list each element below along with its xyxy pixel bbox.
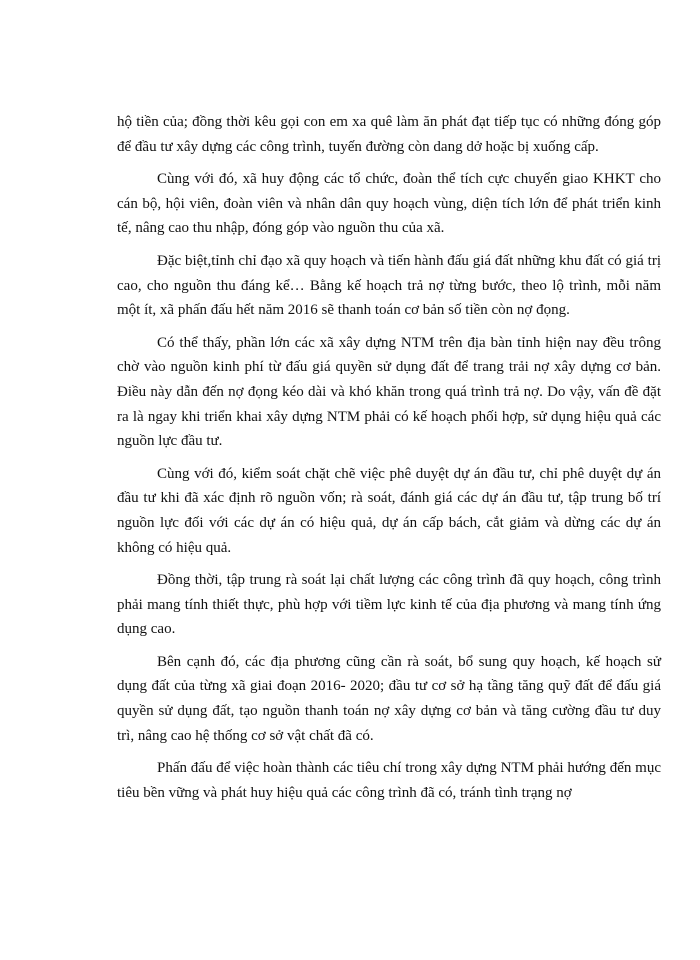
paragraph-continuation: hộ tiền của; đồng thời kêu gọi con em xa quê làm ăn phát đạt tiếp tục có những đóng góp để đầu tư xây dựng các công trình, tuyến đường còn dang dở hoặc bị xuống cấp. [117, 114, 661, 155]
paragraph-sustainability: Phấn đấu để việc hoàn thành các tiêu chí trong xây dựng NTM phải hướng đến mục tiêu bền vững và phát huy hiệu quả các công trình đã có, tránh tình trạng nợ [117, 760, 661, 801]
paragraph-land-auction: Đặc biệt,tỉnh chỉ đạo xã quy hoạch và tiến hành đấu giá đất những khu đất có giá trị cao, cho nguồn thu đáng kể… Bằng kế hoạch trả nợ từng bước, theo lộ trình, mỗi năm một ít, xã phấn đấu hết năm 2016 sẽ thanh toán cơ bản số tiền còn nợ đọng. [117, 252, 661, 319]
paragraph-funding-dependence: Có thể thấy, phần lớn các xã xây dựng NTM trên địa bàn tỉnh hiện nay đều trông chờ vào nguồn kinh phí từ đấu giá quyền sử dụng đất để trang trải nợ xây dựng cơ bản. Điều này dẫn đến nợ đọng kéo dài và khó khăn trong quá trình trả nợ. Do vậy, vấn đề đặt ra là ngay khi triển khai xây dựng NTM phải có kế hoạch phối hợp, sử dụng hiệu quả các nguồn lực đầu tư. [117, 334, 661, 450]
paragraph-investment-control: Cùng với đó, kiểm soát chặt chẽ việc phê duyệt dự án đầu tư, chỉ phê duyệt dự án đầu tư khi đã xác định rõ nguồn vốn; rà soát, đánh giá các dự án đầu tư, tập trung bố trí nguồn lực đối với các dự án có hiệu quả, dự án cấp bách, cắt giảm và dừng các dự án không có hiệu quả. [117, 465, 661, 556]
paragraph-planning-review: Đồng thời, tập trung rà soát lại chất lượng các công trình đã quy hoạch, công trình phải mang tính thiết thực, phù hợp với tiềm lực kinh tế của địa phương và mang tính ứng dụng cao. [117, 572, 661, 638]
paragraph-land-use-planning: Bên cạnh đó, các địa phương cũng cần rà soát, bổ sung quy hoạch, kế hoạch sử dụng đất của từng xã giai đoạn 2016- 2020; đầu tư cơ sở hạ tầng tăng quỹ đất để đấu giá quyền sử dụng đất, tạo nguồn thanh toán nợ xây dựng cơ bản và tăng cường đầu tư duy trì, nâng cao hệ thống cơ sở vật chất đã có. [117, 653, 661, 744]
paragraph-technology-transfer: Cùng với đó, xã huy động các tổ chức, đoàn thể tích cực chuyển giao KHKT cho cán bộ, hội viên, đoàn viên và nhân dân quy hoạch vùng, diện tích lớn để phát triển kinh tế, nâng cao thu nhập, đóng góp vào nguồn thu của xã. [117, 171, 661, 237]
body-text [117, 110, 661, 805]
